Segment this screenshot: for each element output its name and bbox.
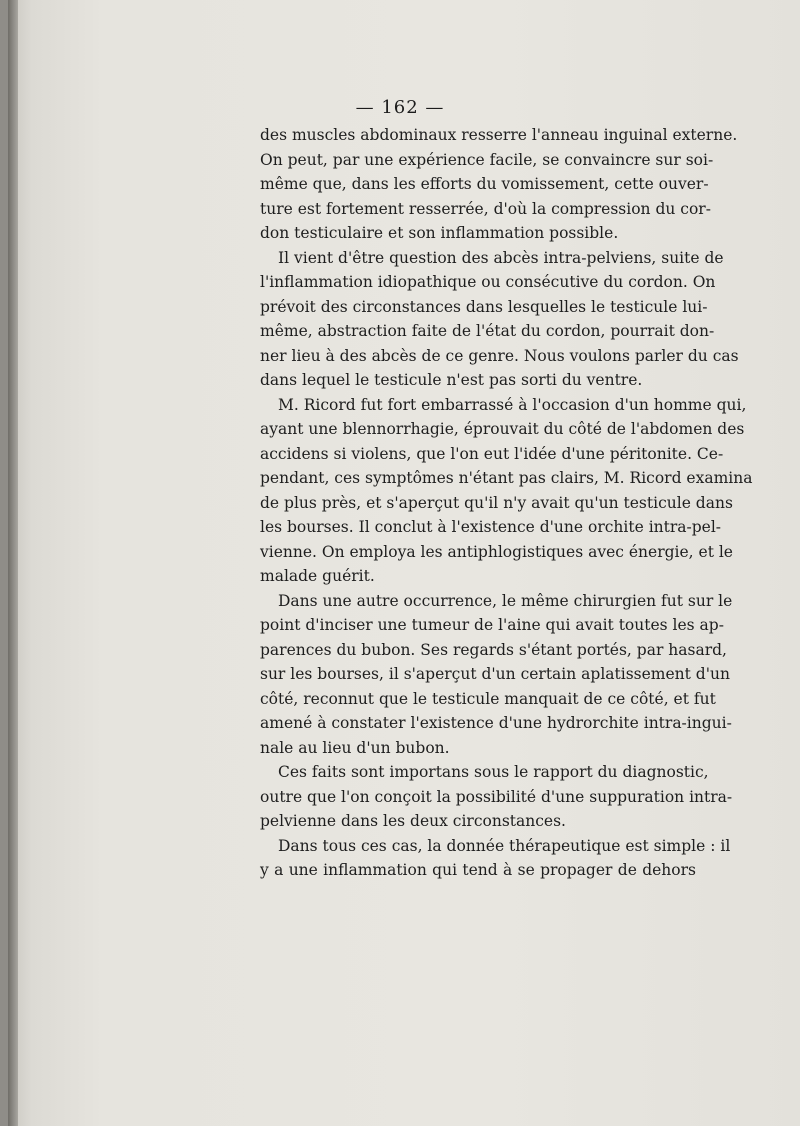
text-line: dans lequel le testicule n'est pas sorti du ventre. [260,371,643,389]
text-line: les bourses. Il conclut à l'existence d'une orchite intra-pel- [260,518,722,536]
text-line: M. Ricord fut fort embarrassé à l'occasion d'un homme qui, [278,395,747,414]
text-line: même, abstraction faite de l'état du cordon, pourrait don- [260,322,715,340]
text-line: point d'inciser une tumeur de l'aine qui avait toutes les ap- [260,616,724,634]
text-line: prévoit des circonstances dans lesquelles le testicule lui- [260,297,708,316]
text-line: de plus près, et s'aperçut qu'il n'y avait qu'un testicule dans [260,493,733,512]
text-line: ayant une blennorrhagie, éprouvait du côté de l'abdomen des [260,420,745,438]
text-line: côté, reconnut que le testicule manquait de ce côté, et fut [260,689,716,708]
text-line: Dans une autre occurrence, le même chirurgien fut sur le [278,591,733,610]
text-line: Dans tous ces cas, la donnée thérapeutique est simple : il [278,836,731,855]
text-line: On peut, par une expérience facile, se convaincre sur soi- [260,150,714,169]
text-line: pendant, ces symptômes n'étant pas clairs, M. Ricord examina [260,469,753,487]
page-gutter-shadow [8,0,18,1126]
text-line: ture est fortement resserrée, d'où la compression du cor- [260,199,711,218]
text-line: pelvienne dans les deux circonstances. [260,812,566,830]
text-line: don testiculaire et son inflammation possible. [260,224,619,242]
page-number: — 162 — [355,97,445,118]
text-line: vienne. On employa les antiphlogistiques avec énergie, et le [260,542,733,561]
text-line: amené à constater l'existence d'une hydrorchite intra-ingui- [260,714,732,732]
text-line: nale au lieu d'un bubon. [260,738,450,757]
text-line: Il vient d'être question des abcès intra-pelviens, suite de [278,248,724,267]
body-text [260,123,753,883]
text-line: l'inflammation idiopathique ou consécutive du cordon. On [260,273,716,291]
text-line: des muscles abdominaux resserre l'anneau inguinal externe. [260,126,738,144]
text-line: ner lieu à des abcès de ce genre. Nous voulons parler du cas [260,346,739,365]
text-line: malade guérit. [260,567,375,585]
text-line: y a une inflammation qui tend à se propager de dehors [260,861,696,879]
text-line: sur les bourses, il s'aperçut d'un certain aplatissement d'un [260,665,730,683]
text-line: accidens si violens, que l'on eut l'idée d'une péritonite. Ce- [260,444,724,463]
text-line: même que, dans les efforts du vomissement, cette ouver- [260,175,709,193]
text-line: outre que l'on conçoit la possibilité d'une suppuration intra- [260,787,733,806]
text-line: Ces faits sont importans sous le rapport du diagnostic, [278,763,709,781]
text-line: parences du bubon. Ses regards s'étant portés, par hasard, [260,640,727,659]
